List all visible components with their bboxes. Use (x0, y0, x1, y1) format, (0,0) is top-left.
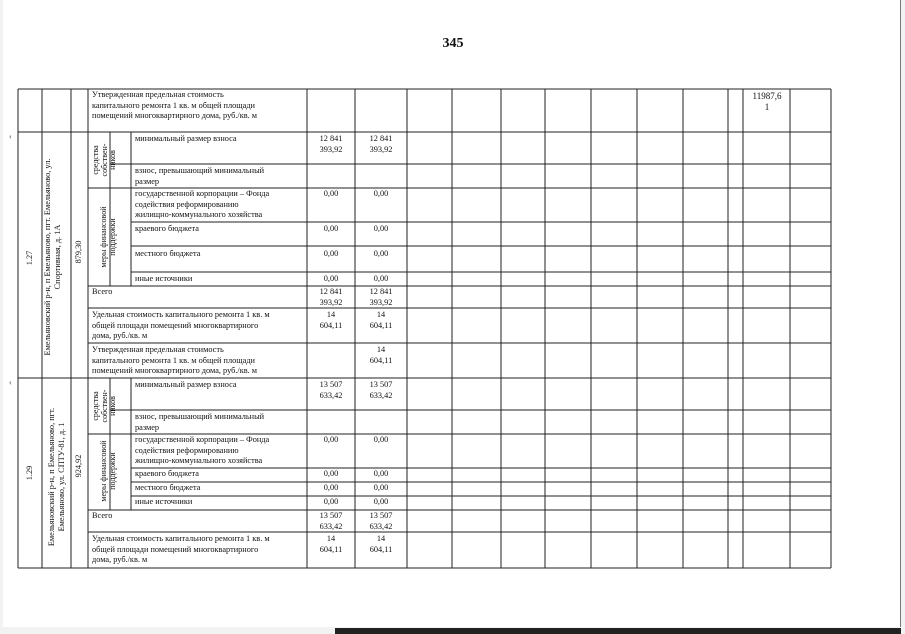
other-sources-value: 0,00 (373, 497, 389, 506)
group-financial-support: меры финансовой поддержки (99, 440, 117, 502)
row-number: 1.27 (25, 250, 34, 266)
regional-budget-label: краевого бюджета (135, 224, 199, 233)
regional-budget-value: 0,00 (373, 469, 389, 478)
regional-budget-value: 0,00 (373, 224, 389, 233)
over-min-label: взнос, превышающий минимальный размер (135, 166, 265, 186)
local-budget-label: местного бюджета (135, 249, 201, 258)
margin-mark: ‹ (9, 378, 12, 387)
other-sources-value: 0,00 (373, 274, 389, 283)
group-financial-support: меры финансовой поддержки (99, 206, 117, 268)
unit-cost-label: Удельная стоимость капитального ремонта 1 кв. м общей площади помещений многоквартирного дома, руб./кв. м (92, 310, 270, 340)
total-value: 13 507 633,42 (319, 511, 343, 531)
fund-value: 0,00 (373, 189, 389, 198)
regional-budget-value: 0,00 (323, 224, 339, 233)
local-budget-value: 0,00 (323, 483, 339, 492)
min-fee-label: минимальный размер взноса (135, 380, 237, 389)
limit-cost-label: Утвержденная предельная стоимость капитального ремонта 1 кв. м общей площади помещений многоквартирного дома, руб./кв. м (92, 345, 258, 375)
unit-cost-label: Удельная стоимость капитального ремонта 1 кв. м общей площади помещений многоквартирного дома, руб./кв. м (92, 534, 270, 564)
total-value: 12 841 393,92 (369, 287, 393, 307)
min-fee-value: 13 507 633,42 (369, 380, 393, 400)
min-fee-label: минимальный размер взноса (135, 134, 237, 143)
unit-cost-value: 14 604,11 (369, 310, 393, 330)
unit-cost-value: 14 604,11 (319, 310, 343, 330)
limit-cost-label: Утвержденная предельная стоимость капитального ремонта 1 кв. м общей площади помещений многоквартирного дома, руб./кв. м (92, 90, 258, 120)
over-min-label: взнос, превышающий минимальный размер (135, 412, 265, 432)
unit-cost-value: 14 604,11 (319, 534, 343, 554)
page-number: 345 (442, 36, 464, 51)
other-sources-label: иные источники (135, 497, 193, 506)
min-fee-value: 12 841 393,92 (369, 134, 393, 154)
local-budget-value: 0,00 (373, 249, 389, 258)
object-address: Емельяновский р-н, п Емельяново, пгт. Емельяново, ул. Спортивная, д. 1А (43, 158, 62, 356)
other-sources-label: иные источники (135, 274, 193, 283)
row-number: 1.29 (25, 465, 34, 481)
total-label: Всего (92, 287, 113, 296)
fund-label: государственной корпорации – Фонда содействия реформированию жилищно-коммунального хозяйства (135, 435, 270, 465)
total-value: 12 841 393,92 (319, 287, 343, 307)
group-owner-funds: средства собствен- ников (91, 389, 117, 423)
local-budget-value: 0,00 (323, 249, 339, 258)
unit-cost-value: 14 604,11 (369, 534, 393, 554)
local-budget-value: 0,00 (373, 483, 389, 492)
fund-value: 0,00 (323, 189, 339, 198)
min-fee-value: 13 507 633,42 (319, 380, 343, 400)
fund-value: 0,00 (373, 435, 389, 444)
fund-label: государственной корпорации – Фонда содействия реформированию жилищно-коммунального хозяйства (135, 189, 270, 219)
other-sources-value: 0,00 (323, 497, 339, 506)
min-fee-value: 12 841 393,92 (319, 134, 343, 154)
document-page (3, 0, 901, 627)
limit-cost-value: 11987,6 1 (752, 91, 782, 112)
object-address: Емельяновский р-н, п Емельяново, пгт. Емельяново, ул. СПТУ-81, д. 1 (47, 407, 66, 547)
regional-budget-label: краевого бюджета (135, 469, 199, 478)
scan-edge (335, 628, 901, 634)
total-area: 879,30 (74, 240, 83, 264)
total-value: 13 507 633,42 (369, 511, 393, 531)
group-owner-funds: средства собствен- ников (91, 143, 117, 177)
other-sources-value: 0,00 (323, 274, 339, 283)
margin-mark: ‹ (9, 132, 12, 141)
regional-budget-value: 0,00 (323, 469, 339, 478)
limit-cost-value: 14 604,11 (369, 345, 393, 365)
fund-value: 0,00 (323, 435, 339, 444)
total-area: 924,92 (74, 454, 83, 478)
total-label: Всего (92, 511, 113, 520)
local-budget-label: местного бюджета (135, 483, 201, 492)
